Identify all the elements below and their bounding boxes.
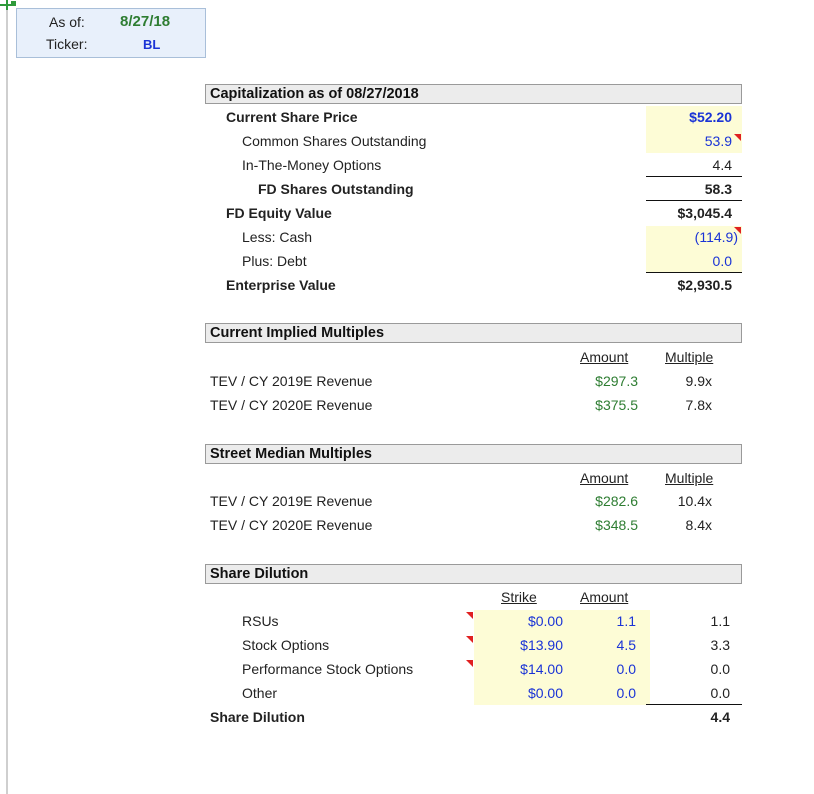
multiple-row-multiple[interactable]: 9.9x [685,373,712,389]
fd-shares-value[interactable]: 58.3 [704,181,732,197]
dilution-row-amount[interactable]: 1.1 [616,613,636,629]
ticker-value[interactable]: BL [143,37,161,52]
current-share-price-value[interactable]: $52.20 [689,109,732,125]
total-line [646,272,742,273]
fd-equity-value[interactable]: $3,045.4 [677,205,732,221]
dilution-row-label: Performance Stock Options [242,661,414,677]
selection-grip-icon[interactable] [0,0,16,10]
as-of-label: As of: [49,14,85,30]
multiple-row-multiple[interactable]: 10.4x [677,493,712,509]
dilution-row-strike[interactable]: $14.00 [520,661,563,677]
amount-column-header: Amount [580,589,629,605]
multiple-row-label: TEV / CY 2020E Revenue [210,397,373,413]
ticker-label: Ticker: [46,36,88,52]
plus-debt-value[interactable]: 0.0 [712,253,732,269]
itm-options-value[interactable]: 4.4 [712,157,732,173]
multiple-row-amount[interactable]: $375.5 [595,397,638,413]
capitalization-title: Capitalization as of 08/27/2018 [210,86,419,102]
multiple-row-label: TEV / CY 2019E Revenue [210,373,373,389]
amount-column-header: Amount [580,349,629,365]
strike-column-header: Strike [501,589,537,605]
dilution-row-strike[interactable]: $0.00 [527,613,563,629]
cap-row-label: Common Shares Outstanding [242,133,427,149]
comment-indicator-icon[interactable] [466,660,473,667]
street-multiples-header [205,444,742,464]
cap-row-label: In-The-Money Options [242,157,382,173]
cap-row-label: Enterprise Value [226,277,336,293]
comment-indicator-icon[interactable] [734,227,741,234]
street-multiples-title: Street Median Multiples [210,446,372,462]
multiple-row-label: TEV / CY 2020E Revenue [210,517,373,533]
dilution-row-label: Stock Options [242,637,330,653]
cap-row-label: FD Equity Value [226,205,332,221]
comment-indicator-icon[interactable] [466,636,473,643]
dilution-row-amount[interactable]: 0.0 [616,661,636,677]
cap-row-label: FD Shares Outstanding [258,181,414,197]
amount-column-header: Amount [580,470,629,486]
dilution-row-strike[interactable]: $0.00 [527,685,563,701]
dilution-row-result[interactable]: 0.0 [710,661,730,677]
comment-indicator-icon[interactable] [466,612,473,619]
as-of-value[interactable]: 8/27/18 [120,13,171,30]
sheet-left-border [6,8,8,794]
multiple-row-amount[interactable]: $297.3 [595,373,638,389]
current-multiples-header [205,323,742,343]
dilution-row-amount[interactable]: 0.0 [616,685,636,701]
dilution-row-result[interactable]: 1.1 [710,613,730,629]
comment-indicator-icon[interactable] [734,134,741,141]
common-shares-value[interactable]: 53.9 [704,133,732,149]
dilution-row-result[interactable]: 0.0 [710,685,730,701]
as-of-ticker-box [16,8,206,58]
subtotal-line [646,176,742,177]
dilution-total-value[interactable]: 4.4 [710,709,730,725]
dilution-row-result[interactable]: 3.3 [710,637,730,653]
multiple-column-header: Multiple [665,349,714,365]
current-multiples-title: Current Implied Multiples [210,325,385,341]
cap-row-label: Less: Cash [242,229,313,245]
dilution-row-label: Other [242,685,278,701]
multiple-row-multiple[interactable]: 8.4x [685,517,712,533]
multiple-row-multiple[interactable]: 7.8x [685,397,712,413]
cap-row-label: Plus: Debt [242,253,307,269]
capitalization-header [205,84,742,104]
multiple-row-amount[interactable]: $348.5 [595,517,638,533]
multiple-row-amount[interactable]: $282.6 [595,493,638,509]
dilution-row-amount[interactable]: 4.5 [616,637,636,653]
multiple-row-label: TEV / CY 2019E Revenue [210,493,373,509]
dilution-row-label: RSUs [242,613,279,629]
cap-row-label: Current Share Price [226,109,358,125]
subtotal-line [646,200,742,201]
less-cash-value[interactable]: (114.9) [694,229,738,245]
dilution-total-label: Share Dilution [210,709,305,725]
share-dilution-header [205,564,742,584]
multiple-column-header: Multiple [665,470,714,486]
total-line [646,704,742,705]
dilution-row-strike[interactable]: $13.90 [520,637,563,653]
share-dilution-title: Share Dilution [210,566,309,582]
enterprise-value[interactable]: $2,930.5 [677,277,732,293]
